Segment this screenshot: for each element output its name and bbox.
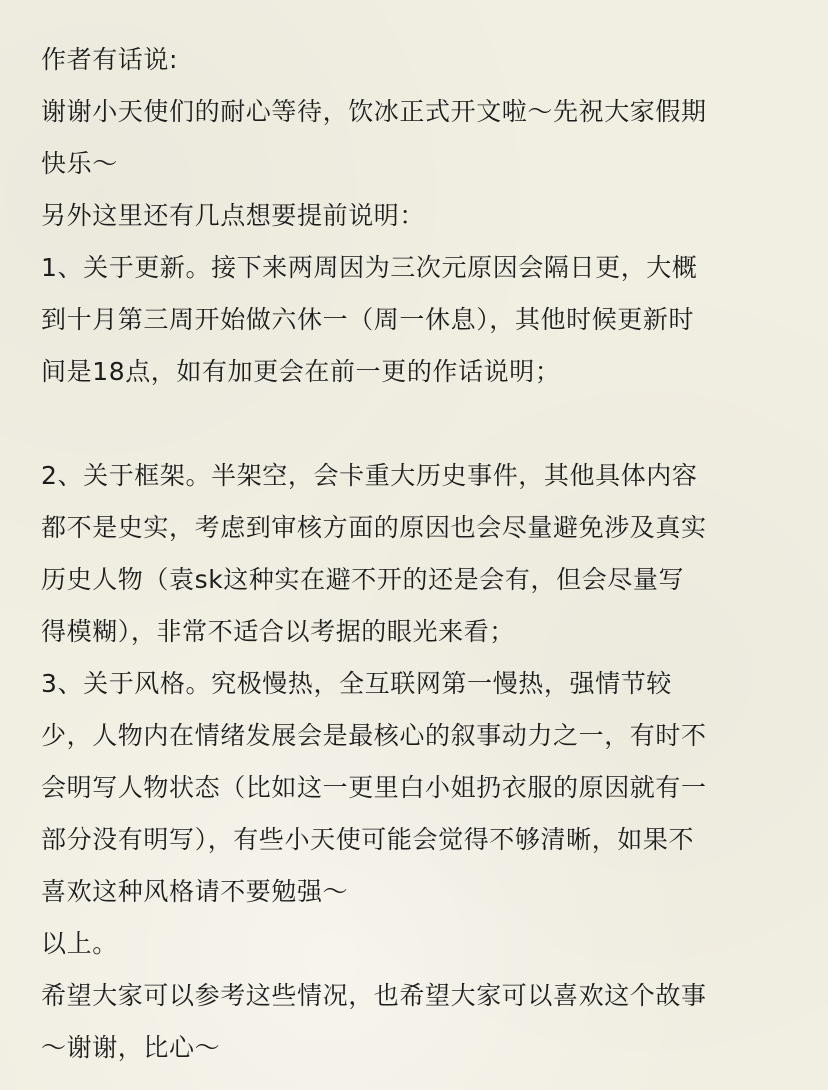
note-closing-line: ～谢谢，比心～ [41, 1033, 221, 1062]
note-line: 谢谢小天使们的耐心等待，饮冰正式开文啦～先祝大家假期 [41, 97, 707, 126]
note-item-1-line: 间是18点，如有加更会在前一更的作话说明； [41, 357, 561, 386]
note-item-1-line: 1、关于更新。接下来两周因为三次元原因会隔日更，大概 [41, 253, 698, 282]
note-item-3-line: 部分没有明写），有些小天使可能会觉得不够清晰，如果不 [41, 825, 695, 854]
note-item-3-line: 少，人物内在情绪发展会是最核心的叙事动力之一，有时不 [41, 721, 707, 750]
note-item-2-line: 都不是史实，考虑到审核方面的原因也会尽量避免涉及真实 [41, 513, 707, 542]
note-line: 另外这里还有几点想要提前说明： [41, 201, 426, 230]
note-item-1-line: 到十月第三周开始做六休一（周一休息），其他时候更新时 [41, 305, 695, 334]
note-line: 以上。 [41, 929, 118, 958]
note-item-2-line: 2、关于框架。半架空，会卡重大历史事件，其他具体内容 [41, 461, 698, 490]
note-item-2-line: 得模糊），非常不适合以考据的眼光来看； [41, 617, 515, 646]
note-heading: 作者有话说: [41, 45, 179, 74]
note-item-3-line: 3、关于风格。究极慢热，全互联网第一慢热，强情节较 [41, 669, 672, 698]
note-item-3-line: 会明写人物状态（比如这一更里白小姐扔衣服的原因就有一 [41, 773, 707, 802]
note-closing-line: 希望大家可以参考这些情况，也希望大家可以喜欢这个故事 [41, 981, 707, 1010]
blank-line [41, 398, 801, 450]
note-line: 快乐～ [41, 149, 118, 178]
note-item-3-line: 喜欢这种风格请不要勉强～ [41, 877, 349, 906]
note-item-2-line: 历史人物（袁sk这种实在避不开的还是会有，但会尽量写 [41, 565, 685, 594]
author-note [41, 34, 801, 1074]
